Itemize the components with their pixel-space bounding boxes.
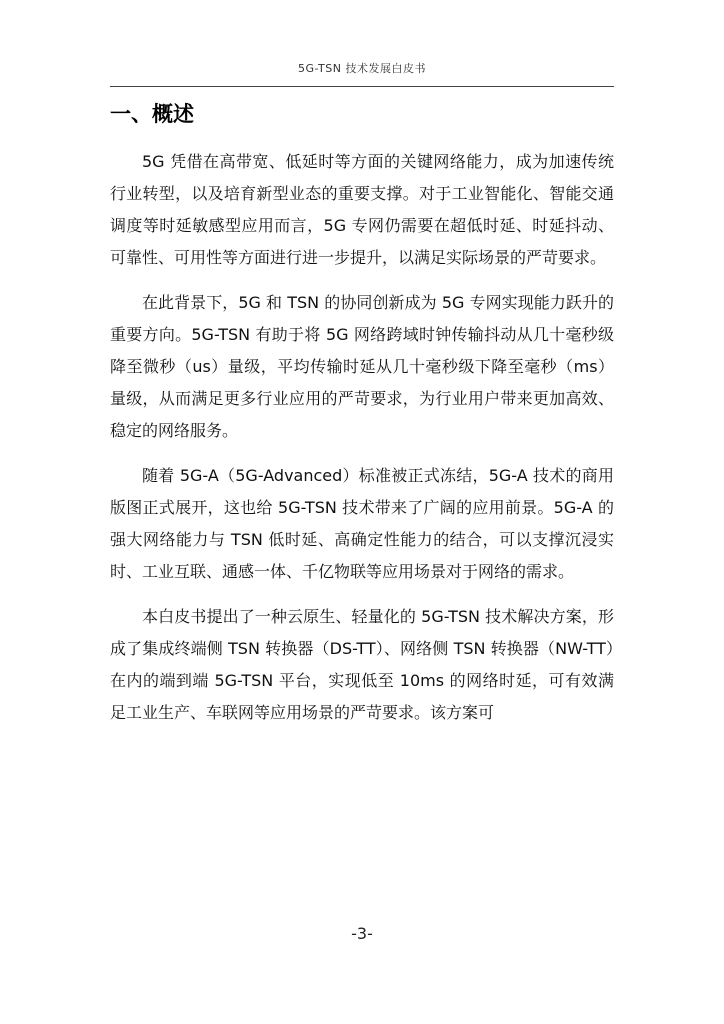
running-header: 5G-TSN 技术发展白皮书: [298, 62, 426, 75]
paragraph-1: 5G 凭借在高带宽、低延时等方面的关键网络能力，成为加速传统行业转型，以及培育新型业态的重要支撑。对于工业智能化、智能交通调度等时延敏感型应用而言，5G 专网仍需要在超低时延、时延抖动、可靠性、可用性等方面进行进一步提升，以满足实际场景的严苛要求。: [110, 152, 614, 267]
body-text: [110, 146, 614, 742]
header-divider: [110, 86, 614, 87]
section-title: 一、概述: [110, 102, 194, 126]
paragraph-4: 本白皮书提出了一种云原生、轻量化的 5G-TSN 技术解决方案，形成了集成终端侧 TSN 转换器（DS-TT）、网络侧 TSN 转换器（NW-TT）在内的端到端 5G-TSN 平台，实现低至 10ms 的网络时延，可有效满足工业生产、车联网等应用场景的严苛要求。该方案可: [110, 607, 614, 722]
page-number: -3-: [351, 924, 373, 943]
paragraph-3: 随着 5G-A（5G-Advanced）标准被正式冻结，5G-A 技术的商用版图正式展开，这也给 5G-TSN 技术带来了广阔的应用前景。5G-A 的强大网络能力与 TSN 低时延、高确定性能力的结合，可以支撑沉浸实时、工业互联、通感一体、千亿物联等应用场景对于网络的需求。: [110, 466, 614, 581]
paragraph-2: 在此背景下，5G 和 TSN 的协同创新成为 5G 专网实现能力跃升的重要方向。5G-TSN 有助于将 5G 网络跨域时钟传输抖动从几十毫秒级降至微秒（us）量级，平均传输时延从几十毫秒级下降至毫秒（ms）量级，从而满足更多行业应用的严苛要求，为行业用户带来更加高效、稳定的网络服务。: [110, 293, 614, 440]
